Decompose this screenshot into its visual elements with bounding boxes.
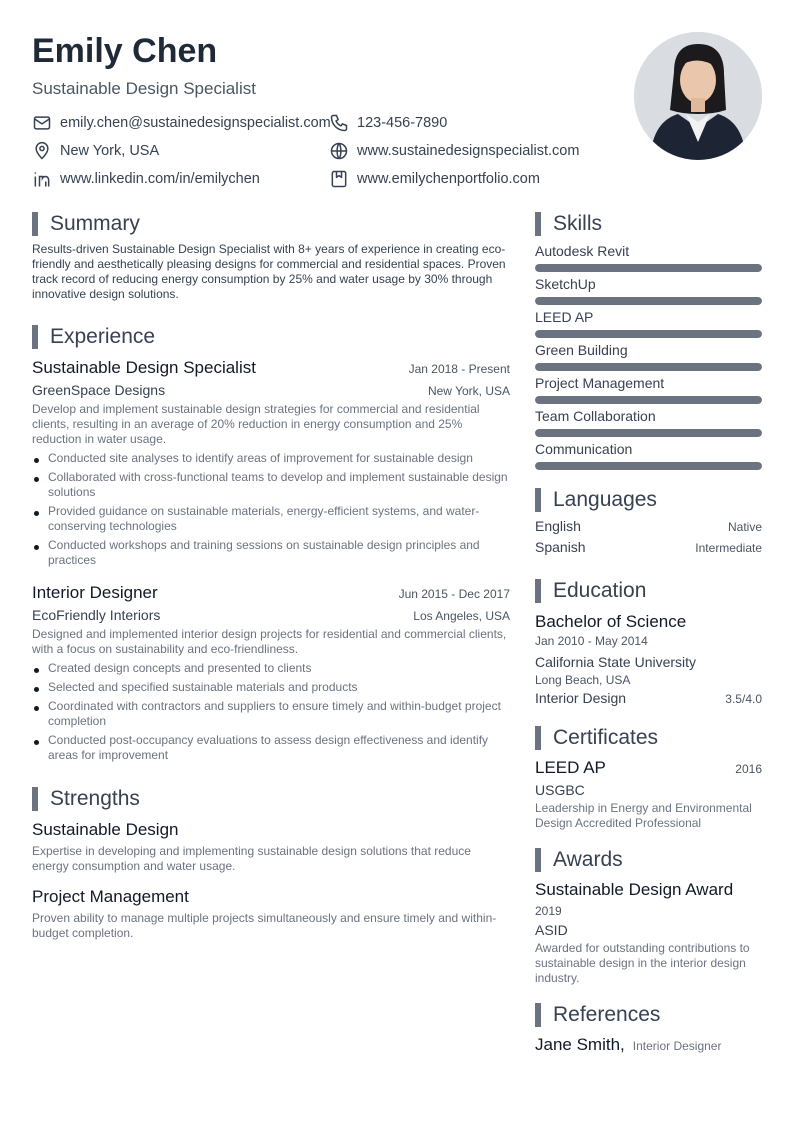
job-entry — [32, 582, 510, 763]
right-column — [535, 212, 762, 1055]
certificates-heading — [535, 726, 762, 750]
job-bullets — [32, 451, 510, 568]
skills-list — [535, 242, 762, 470]
section-title: Awards — [553, 848, 623, 871]
skill-level-bar — [535, 297, 762, 305]
reference-name: Jane Smith, — [535, 1035, 625, 1054]
contact-email[interactable] — [32, 112, 331, 134]
list-item: Conducted post-occupancy evaluations to assess design effectiveness and identify areas for improvement — [32, 733, 510, 763]
skill-item — [535, 341, 762, 371]
job-bullets — [32, 661, 510, 763]
certificate-name: LEED AP — [535, 758, 606, 777]
email-text: emily.chen@sustainedesignspecialist.com — [60, 115, 331, 131]
skill-name: SketchUp — [535, 276, 596, 292]
language-level: Native — [727, 520, 762, 534]
education-degree: Bachelor of Science — [535, 612, 687, 631]
references-heading — [535, 1003, 762, 1027]
skill-item — [535, 374, 762, 404]
strength-text: Expertise in developing and implementing sustainable design solutions that reduce energy consumption and water usage. — [32, 844, 471, 873]
education-heading — [535, 579, 762, 603]
reference-role: Interior Designer — [632, 1039, 722, 1053]
skill-level-fill — [535, 462, 762, 470]
skill-level-fill — [535, 264, 762, 272]
section-accent-bar — [32, 212, 38, 236]
candidate-title: Sustainable Design Specialist — [32, 79, 256, 98]
job-company: GreenSpace Designs — [32, 382, 166, 398]
job-title: Sustainable Design Specialist — [32, 358, 256, 377]
language-row — [535, 539, 762, 560]
skill-name: Communication — [535, 441, 633, 457]
award-issuer: ASID — [535, 922, 568, 938]
contact-location — [32, 140, 159, 162]
section-title: Experience — [50, 325, 156, 348]
website-text: www.sustainedesignspecialist.com — [357, 143, 580, 159]
education-school: California State University — [535, 654, 697, 670]
skill-level-fill — [535, 297, 762, 305]
globe-icon — [329, 141, 349, 161]
section-accent-bar — [32, 787, 38, 811]
language-row — [535, 518, 762, 539]
location-pin-icon — [32, 141, 52, 161]
skill-item — [535, 275, 762, 305]
language-name: English — [535, 518, 581, 534]
section-accent-bar — [535, 848, 541, 872]
list-item: Conducted workshops and training sessions on sustainable design principles and practices — [32, 538, 510, 568]
strengths-heading — [32, 787, 510, 811]
skill-item — [535, 407, 762, 437]
section-accent-bar — [535, 212, 541, 236]
phone-text: 123-456-7890 — [357, 115, 448, 131]
education-location: Long Beach, USA — [535, 673, 631, 687]
section-title: Strengths — [50, 787, 140, 810]
list-item: Created design concepts and presented to clients — [32, 661, 510, 676]
job-company: EcoFriendly Interiors — [32, 607, 161, 623]
strength-entry — [32, 886, 510, 941]
job-title: Interior Designer — [32, 583, 158, 602]
skill-item — [535, 440, 762, 470]
skill-name: Team Collaboration — [535, 408, 656, 424]
skill-item — [535, 242, 762, 272]
skill-level-fill — [535, 396, 762, 404]
section-title: Skills — [553, 212, 603, 235]
profile-photo-illustration — [634, 32, 762, 160]
reference-entry — [535, 1035, 762, 1055]
job-entry — [32, 357, 510, 568]
education-gpa: 3.5/4.0 — [725, 692, 762, 706]
skill-level-bar — [535, 429, 762, 437]
list-item: Conducted site analyses to identify areas of improvement for sustainable design — [32, 451, 510, 466]
certificate-issuer: USGBC — [535, 782, 585, 798]
job-description: Designed and implemented interior design projects for residential and commercial clients, with a focus on sustainability and eco-friendliness. — [32, 627, 507, 656]
skill-level-fill — [535, 363, 762, 371]
contact-phone[interactable] — [329, 112, 447, 134]
list-item: Selected and specified sustainable materials and products — [32, 680, 510, 695]
section-accent-bar — [535, 579, 541, 603]
linkedin-text: www.linkedin.com/in/emilychen — [60, 171, 260, 187]
certificate-description: Leadership in Energy and Environmental Design Accredited Professional — [535, 801, 752, 830]
list-item: Collaborated with cross-functional teams to develop and implement sustainable design solutions — [32, 470, 510, 500]
resume-header — [32, 30, 612, 100]
skill-item — [535, 308, 762, 338]
awards-heading — [535, 848, 762, 872]
skill-name: Autodesk Revit — [535, 243, 630, 259]
strength-text: Proven ability to manage multiple projects simultaneously and ensure timely and within-budget completion. — [32, 911, 497, 940]
job-date: Jun 2015 - Dec 2017 — [398, 587, 510, 601]
mail-icon — [32, 113, 52, 133]
skill-level-bar — [535, 363, 762, 371]
bookmark-icon — [329, 169, 349, 189]
job-description: Develop and implement sustainable design strategies for commercial and residential clients, resulting in an average of 20% reduction in energy consumption and 25% reduction in water usage. — [32, 402, 480, 446]
location-text: New York, USA — [60, 143, 160, 159]
section-accent-bar — [32, 325, 38, 349]
strength-title: Project Management — [32, 887, 189, 906]
skill-name: Project Management — [535, 375, 665, 391]
section-title: Summary — [50, 212, 140, 235]
section-title: Certificates — [553, 726, 659, 749]
section-accent-bar — [535, 1003, 541, 1027]
skills-heading — [535, 212, 762, 236]
summary-heading — [32, 212, 510, 236]
skill-level-fill — [535, 330, 762, 338]
list-item: Provided guidance on sustainable materials, energy-efficient systems, and water-conserving technologies — [32, 504, 510, 534]
skill-name: LEED AP — [535, 309, 594, 325]
left-column — [32, 212, 510, 941]
linkedin-icon — [32, 169, 52, 189]
phone-icon — [329, 113, 349, 133]
education-date: Jan 2010 - May 2014 — [535, 634, 648, 648]
section-title: References — [553, 1003, 661, 1026]
strength-entry — [32, 819, 510, 874]
skill-level-bar — [535, 264, 762, 272]
certificate-year: 2016 — [735, 762, 762, 776]
contact-linkedin[interactable] — [32, 168, 260, 190]
job-location: New York, USA — [427, 384, 510, 398]
job-location: Los Angeles, USA — [413, 609, 510, 623]
contact-website[interactable] — [329, 140, 579, 162]
skill-level-bar — [535, 396, 762, 404]
skill-level-fill — [535, 429, 762, 437]
summary-text: Results-driven Sustainable Design Specialist with 8+ years of experience in creating eco-friendly and aesthetically pleasing designs for commercial and residential spaces. Proven track record of reducing energy consumption by 25% and water usage by 30% through innovative design solutions. — [32, 242, 506, 301]
section-accent-bar — [535, 488, 541, 512]
language-level: Intermediate — [695, 541, 762, 555]
experience-heading — [32, 325, 510, 349]
award-name: Sustainable Design Award — [535, 880, 734, 899]
skill-name: Green Building — [535, 342, 628, 358]
languages-heading — [535, 488, 762, 512]
award-year: 2019 — [535, 904, 562, 918]
section-accent-bar — [535, 726, 541, 750]
portfolio-text: www.emilychenportfolio.com — [357, 171, 540, 187]
section-title: Education — [553, 579, 647, 602]
contact-portfolio[interactable] — [329, 168, 540, 190]
skill-level-bar — [535, 330, 762, 338]
candidate-name: Emily Chen — [32, 32, 218, 70]
award-description: Awarded for outstanding contributions to sustainable design in the interior design industry. — [535, 941, 750, 985]
job-date: Jan 2018 - Present — [408, 362, 510, 376]
list-item: Coordinated with contractors and suppliers to ensure timely and within-budget project completion — [32, 699, 510, 729]
education-major: Interior Design — [535, 690, 627, 706]
profile-photo — [634, 32, 762, 160]
skill-level-bar — [535, 462, 762, 470]
strength-title: Sustainable Design — [32, 820, 179, 839]
section-title: Languages — [553, 488, 657, 511]
language-name: Spanish — [535, 539, 586, 555]
